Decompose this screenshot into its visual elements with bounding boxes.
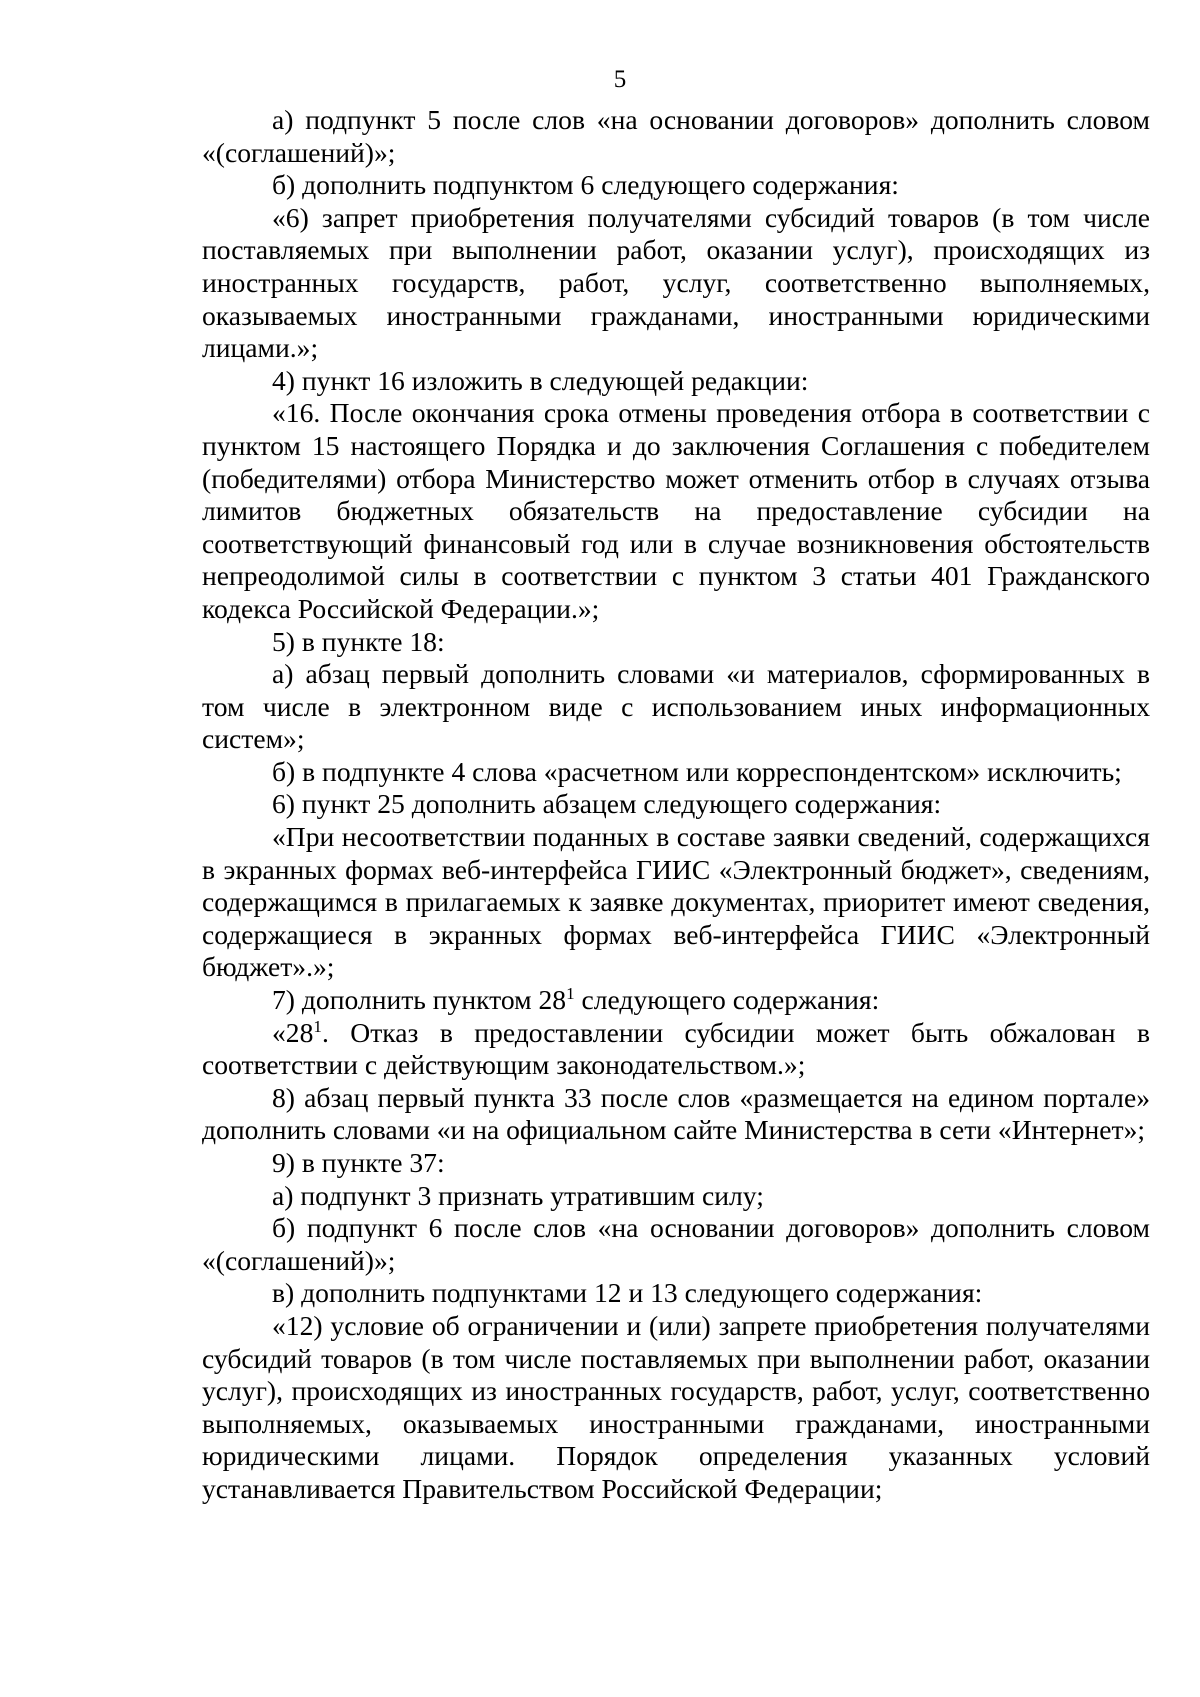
paragraph: 6) пункт 25 дополнить абзацем следующего содержания:: [272, 788, 942, 820]
page-number: 5: [613, 66, 627, 93]
paragraph: «При несоответствии поданных в составе заявки сведений, содержащихся в экранных формах веб-интерфейса ГИИС «Электронный бюджет», сведениям, содержащимся в прилагаемых к заявке документах, приоритет имеют сведения, содержащиеся в экранных формах веб-интерфейса ГИИС «Электронный бюджет».»;: [202, 821, 1150, 983]
superscript: 1: [566, 983, 575, 1003]
paragraph: 5) в пункте 18:: [272, 625, 445, 657]
paragraph: а) подпункт 5 после слов «на основании договоров» дополнить словом «(соглашений)»;: [202, 104, 1150, 168]
paragraph: в) дополнить подпунктами 12 и 13 следующего содержания:: [272, 1277, 983, 1309]
paragraph: а) подпункт 3 признать утратившим силу;: [272, 1179, 764, 1211]
paragraph-text: «28: [272, 1016, 314, 1048]
document-body: [202, 104, 1150, 1506]
paragraph-text: . Отказ в предоставлении субсидии может быть обжалован в соответствии с действующим законодательством.»;: [202, 1016, 1150, 1081]
paragraph: б) в подпункте 4 слова «расчетном или корреспондентском» исключить;: [272, 755, 1122, 787]
superscript: 1: [313, 1016, 322, 1036]
paragraph: [202, 984, 1150, 1017]
paragraph: б) подпункт 6 после слов «на основании договоров» дополнить словом «(соглашений)»;: [202, 1212, 1150, 1276]
paragraph: «6) запрет приобретения получателями субсидий товаров (в том числе поставляемых при выполнении работ, оказании услуг), происходящих из иностранных государств, работ, услуг, соответственно выполняемых, оказываемых иностранными гражданами, иностранными юридическими лицами.»;: [202, 201, 1150, 364]
paragraph-text: 7) дополнить пунктом 28: [272, 984, 567, 1016]
paragraph: 8) абзац первый пункта 33 после слов «размещается на едином портале» дополнить словами «и на официальном сайте Министерства в сети «Интернет»;: [202, 1081, 1150, 1146]
paragraph: 4) пункт 16 изложить в следующей редакции:: [272, 364, 809, 396]
paragraph: б) дополнить подпунктом 6 следующего содержания:: [272, 169, 899, 201]
paragraph: «16. После окончания срока отмены проведения отбора в соответствии с пунктом 15 настоящего Порядка и до заключения Соглашения с победителем (победителями) отбора Министерство может отменить отбор в случаях отзыва лимитов бюджетных обязательств на предоставление субсидии на соответствующий финансовый год или в случае возникновения обстоятельств непреодолимой силы в соответствии с пунктом 3 статьи 401 Гражданского кодекса Российской Федерации.»;: [202, 397, 1150, 624]
paragraph: а) абзац первый дополнить словами «и материалов, сформированных в том числе в электронном виде с использованием иных информационных систем»;: [202, 658, 1150, 755]
paragraph-text: следующего содержания:: [574, 984, 880, 1016]
paragraph: «12) условие об ограничении и (или) запрете приобретения получателями субсидий товаров (в том числе поставляемых при выполнении работ, оказании услуг), происходящих из иностранных государств, работ, услуг, соответственно выполняемых, оказываемых иностранными гражданами, иностранными юридическими лицами. Порядок определения указанных условий устанавливается Правительством Российской Федерации;: [202, 1309, 1150, 1504]
paragraph: 9) в пункте 37:: [272, 1147, 445, 1178]
paragraph: [202, 1017, 1150, 1082]
